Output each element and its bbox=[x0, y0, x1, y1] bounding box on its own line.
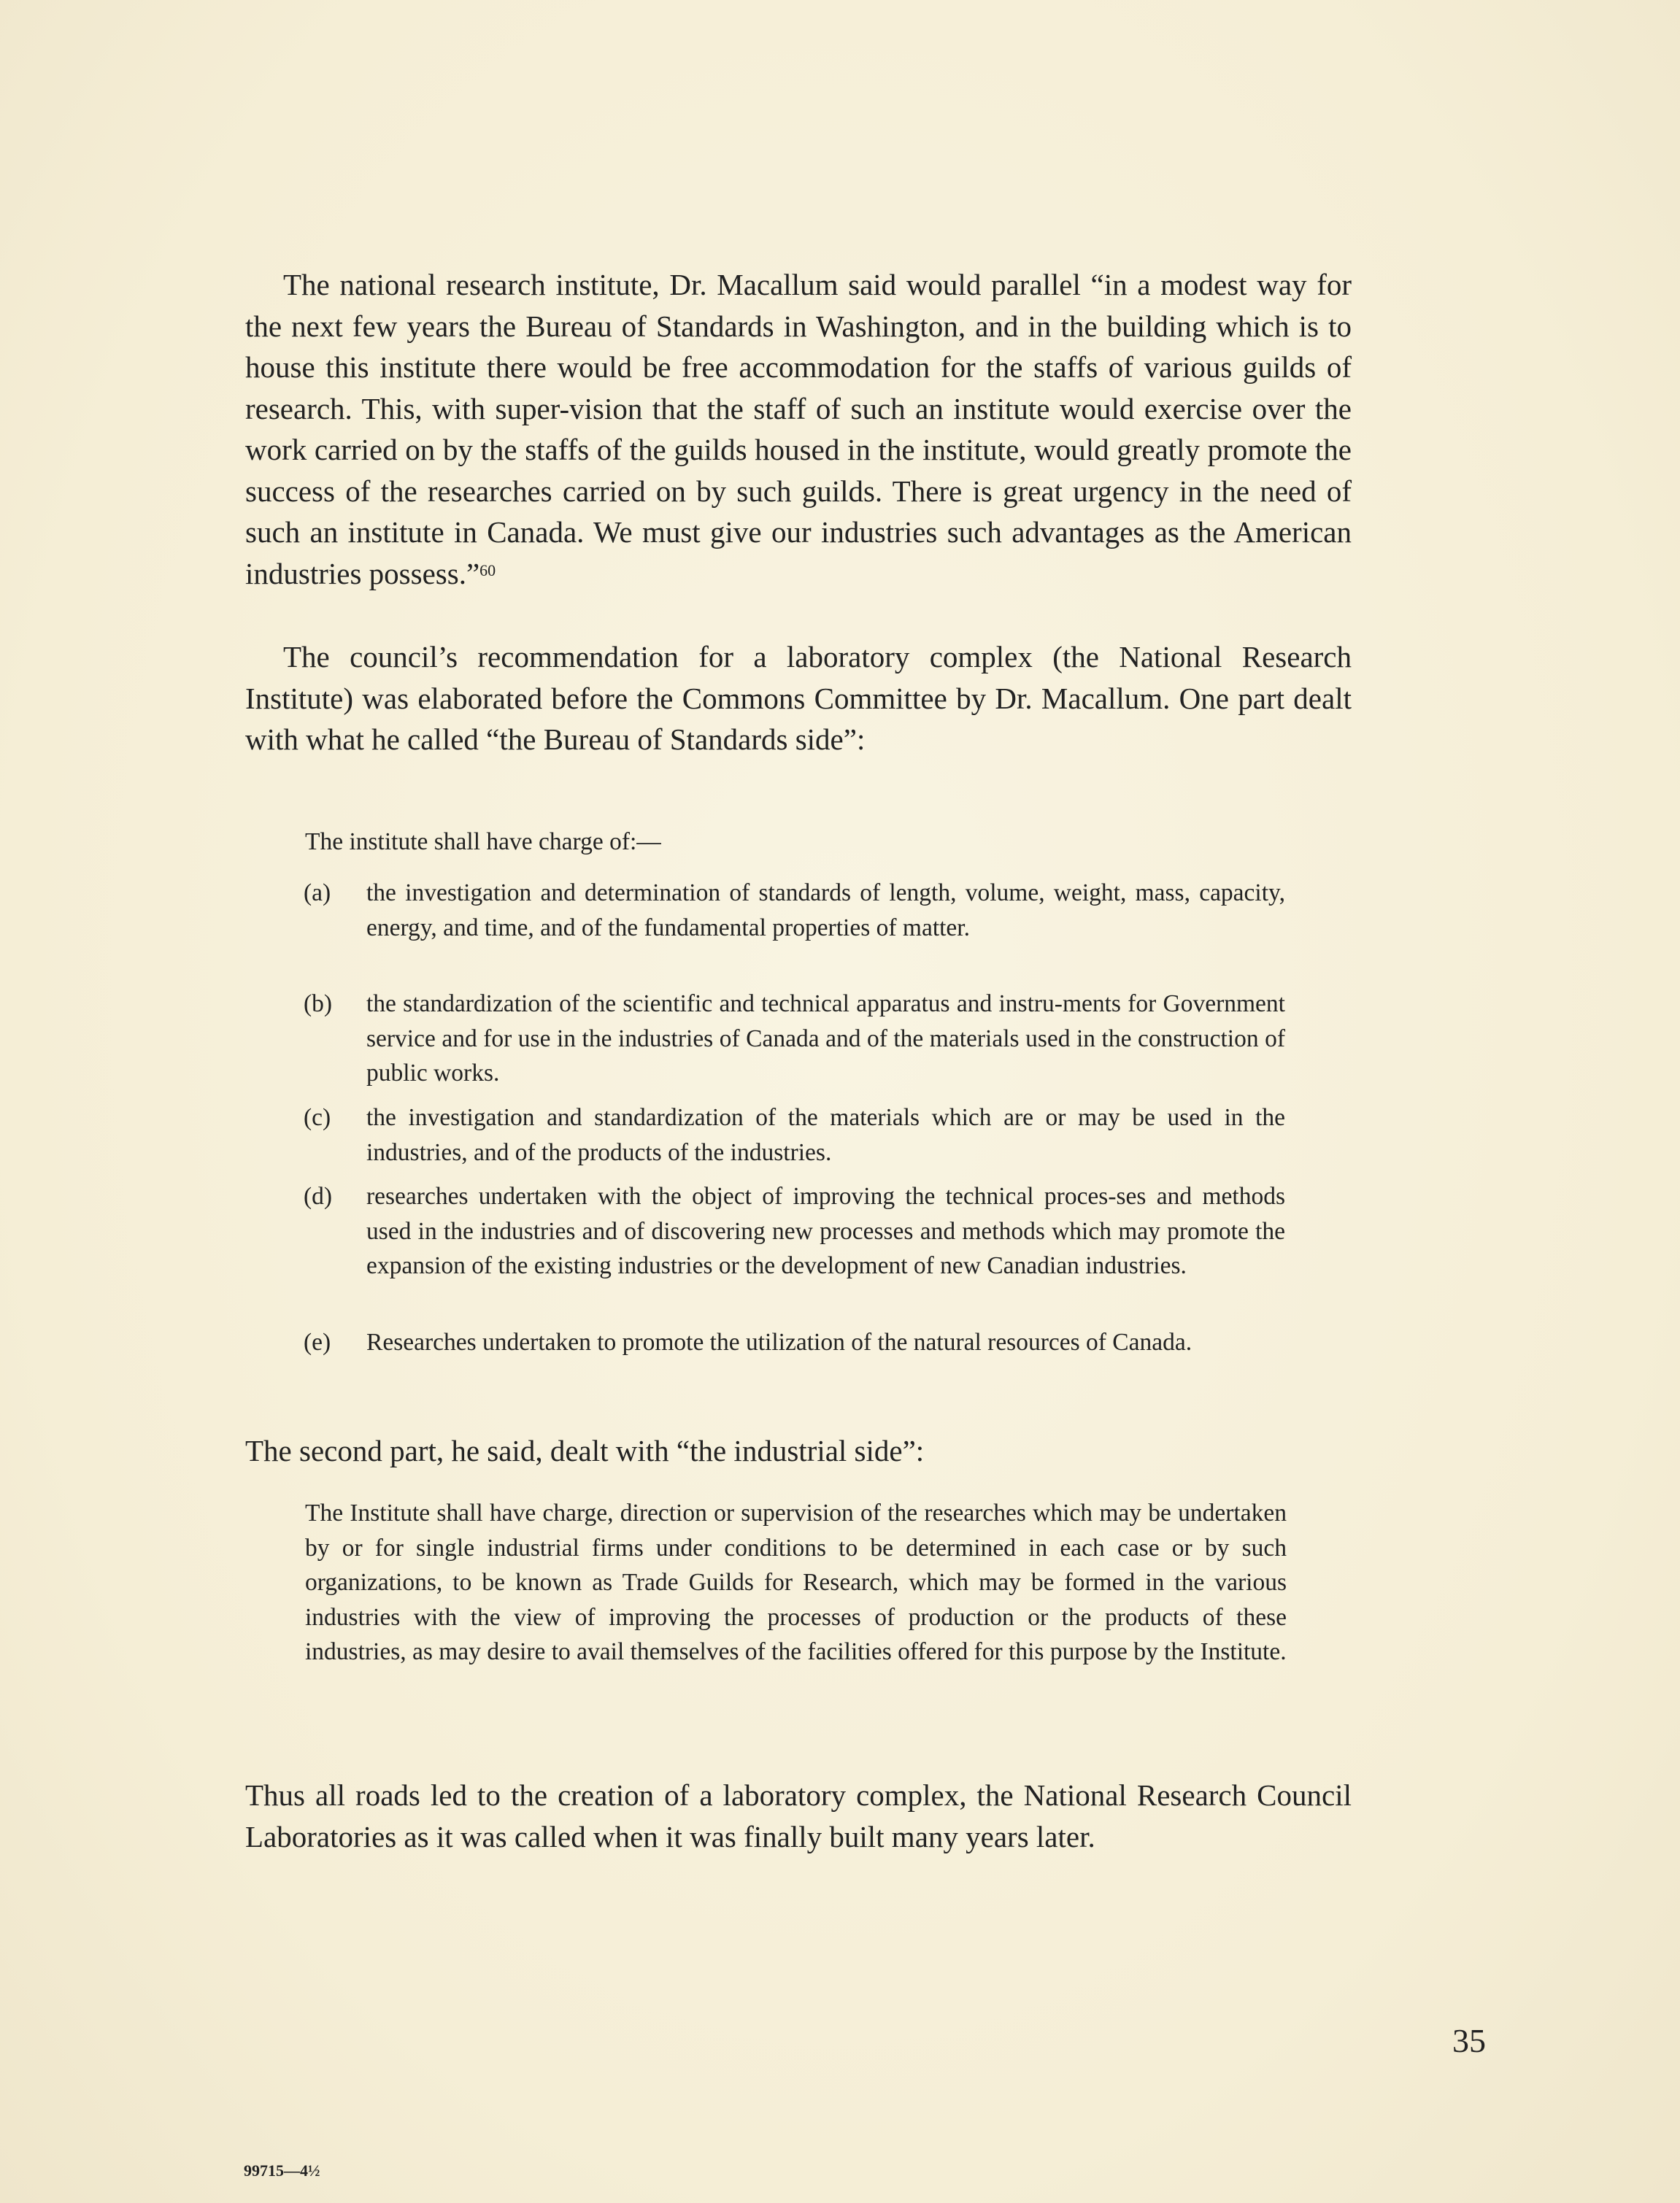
quote-text: The Institute shall have charge, direction or supervision of the researches which may be undertaken by or for single industrial firms under conditions to be determined in each case or by such organizations, to be known as Trade Guilds for Research, which may be formed in the various industries with the view of improving the processes of production or the products of these industries, as may desire to avail themselves of the facilities offered for this purpose by the Institute. bbox=[305, 1500, 1287, 1665]
list-item-text: the investigation and determination of standards of length, volume, weight, mass, capacity, energy, and time, and of the fundamental properties of matter. bbox=[366, 879, 1285, 941]
page-number: 35 bbox=[1452, 2022, 1486, 2059]
list-item bbox=[304, 1100, 1285, 1170]
quote-intro bbox=[305, 825, 1287, 860]
paragraph-text: The second part, he said, dealt with “the industrial side”: bbox=[245, 1434, 925, 1467]
list-marker: (e) bbox=[304, 1329, 331, 1356]
paragraph-macallum-quote bbox=[245, 264, 1352, 594]
list-marker: (b) bbox=[304, 990, 333, 1017]
list-item-text: Researches undertaken to promote the utilization of the natural resources of Canada. bbox=[366, 1329, 1192, 1356]
paragraph-text: The council’s recommendation for a laboratory complex (the National Research Institute) was elaborated before the Commons Committee by Dr. Macallum. One part dealt with what he called “the Bureau of Standards side”: bbox=[245, 640, 1352, 756]
paragraph-conclusion bbox=[245, 1775, 1352, 1857]
quote-intro-text: The institute shall have charge of:— bbox=[305, 828, 661, 855]
list-item bbox=[304, 1179, 1285, 1284]
list-marker: (d) bbox=[304, 1183, 333, 1210]
paragraph-industrial-side bbox=[245, 1430, 1352, 1472]
list-item-text: the standardization of the scientific and technical apparatus and instru-ments for Government service and for use in the industries of Canada and of the materials used in the construction of public works. bbox=[366, 990, 1285, 1087]
list-item bbox=[304, 987, 1285, 1091]
list-marker: (c) bbox=[304, 1104, 331, 1131]
paragraph-council-recommendation bbox=[245, 636, 1352, 760]
footnote-marker: 60 bbox=[479, 560, 496, 579]
quote-industrial bbox=[305, 1496, 1287, 1670]
list-item-text: the investigation and standardization of the materials which are or may be used in the industries, and of the products of the industries. bbox=[366, 1104, 1285, 1166]
list-marker: (a) bbox=[304, 879, 331, 906]
paragraph-text: Thus all roads led to the creation of a laboratory complex, the National Research Council Laboratories as it was called when it was finally built many years later. bbox=[245, 1778, 1352, 1853]
list-item bbox=[304, 1325, 1285, 1360]
paragraph-text: The national research institute, Dr. Macallum said would parallel “in a modest way for the next few years the Bureau of Standards in Washington, and in the building which is to house this institute there would be free accommodation for the staffs of various guilds of research. This, with super-vision that the staff of such an institute would exercise over the work carried on by the staffs of the guilds housed in the institute, would greatly promote the success of the researches carried on by such guilds. There is great urgency in the need of such an institute in Canada. We must give our industries such advantages as the American industries possess.” bbox=[245, 268, 1352, 590]
footer-print-code: 99715—4½ bbox=[244, 2161, 320, 2180]
list-item-text: researches undertaken with the object of improving the technical proces-ses and methods used in the industries and of discovering new processes and methods which may promote the expansion of the existing industries or the development of new Canadian industries. bbox=[366, 1183, 1285, 1279]
list-item bbox=[304, 876, 1285, 945]
